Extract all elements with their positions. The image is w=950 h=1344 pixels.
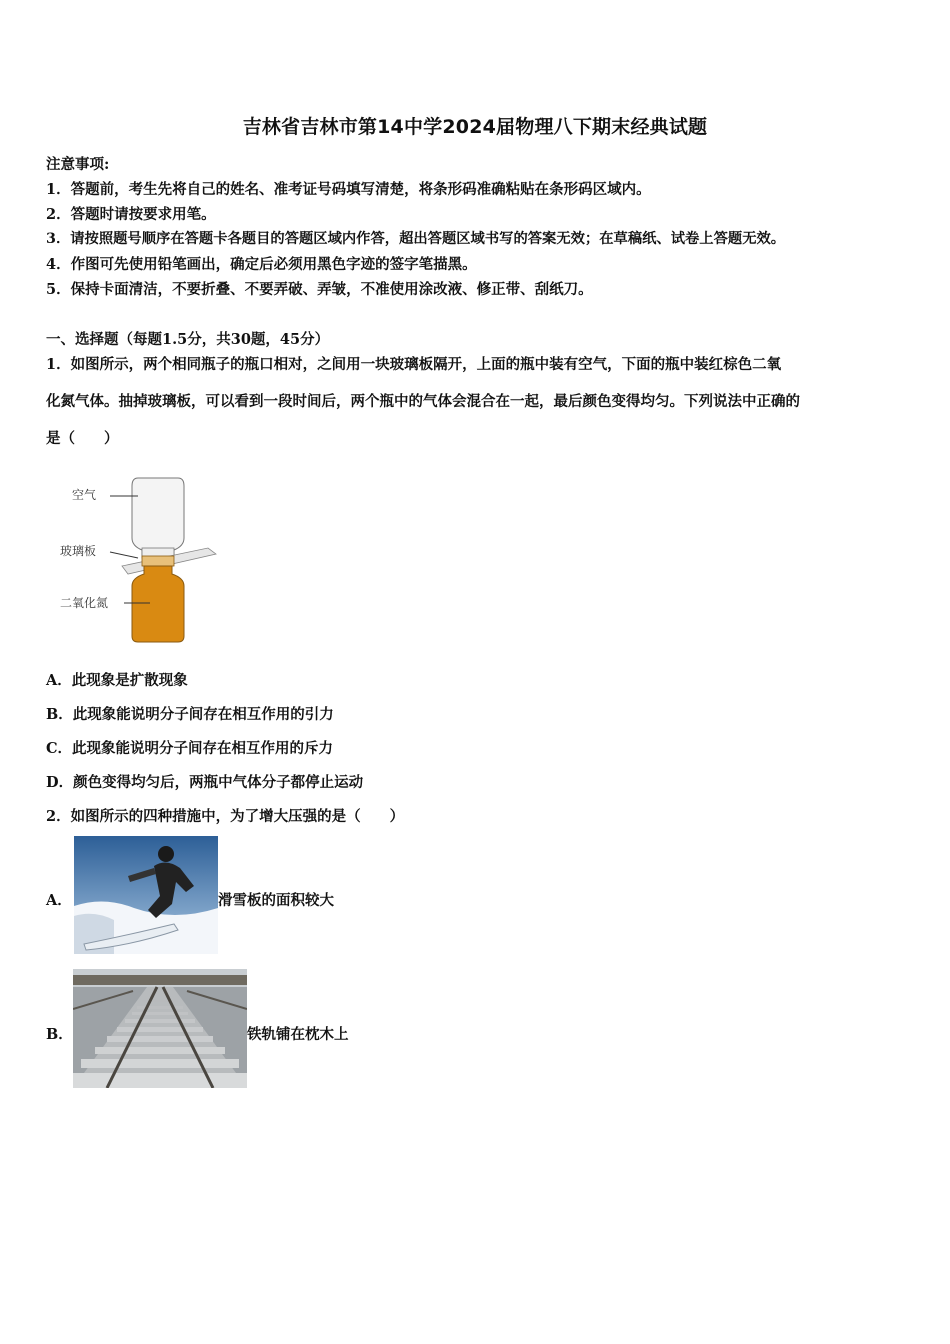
section-heading: 一、选择题（每题1.5分，共30题，45分）: [46, 331, 330, 348]
question-2-stem: 2．如图所示的四种措施中，为了增大压强的是（ ）: [46, 808, 405, 825]
label-glass-plate: 玻璃板: [60, 544, 97, 558]
snowboarder-photo: [74, 836, 218, 954]
notice-item: 1．答题前，考生先将自己的姓名、准考证号码填写清楚，将条形码准确粘贴在条形码区域内。: [46, 181, 651, 198]
q2-option-b-caption: 铁轨铺在枕木上: [247, 1026, 349, 1043]
notice-item: 2．答题时请按要求用笔。: [46, 206, 216, 223]
page-title: 吉林省吉林市第14中学2024届物理八下期末经典试题: [242, 116, 708, 138]
question-1-line: 是（ ）: [46, 430, 119, 447]
q2-option-b-letter: B．: [46, 1026, 73, 1043]
q2-option-a-letter: A．: [46, 892, 72, 909]
label-gas: 二氧化氮: [60, 596, 109, 610]
question-1-line: 化氮气体。抽掉玻璃板，可以看到一段时间后，两个瓶中的气体会混合在一起，最后颜色变得均匀。下列说法中正确的: [46, 393, 800, 410]
bottles-diagram: [58, 470, 218, 645]
option-d: D．颜色变得均匀后，两瓶中气体分子都停止运动: [46, 774, 364, 791]
notice-item: 5．保持卡面清洁，不要折叠、不要弄破、弄皱，不准使用涂改液、修正带、刮纸刀。: [46, 281, 593, 298]
option-b: B．此现象能说明分子间存在相互作用的引力: [46, 706, 334, 723]
notice-item: 4．作图可先使用铅笔画出，确定后必须用黑色字迹的签字笔描黑。: [46, 256, 477, 273]
label-air: 空气: [72, 488, 97, 502]
option-c: C．此现象能说明分子间存在相互作用的斥力: [46, 740, 334, 757]
option-a: A．此现象是扩散现象: [46, 672, 188, 689]
notice-heading: 注意事项:: [46, 156, 110, 173]
q2-option-a-caption: 滑雪板的面积较大: [218, 892, 334, 909]
notice-item: 3．请按照题号顺序在答题卡各题目的答题区域内作答，超出答题区域书写的答案无效；在草稿纸、试卷上答题无效。: [46, 231, 786, 247]
question-1-line: 1．如图所示，两个相同瓶子的瓶口相对，之间用一块玻璃板隔开，上面的瓶中装有空气，下面的瓶中装红棕色二氧: [46, 356, 782, 373]
railway-photo: [73, 969, 247, 1088]
